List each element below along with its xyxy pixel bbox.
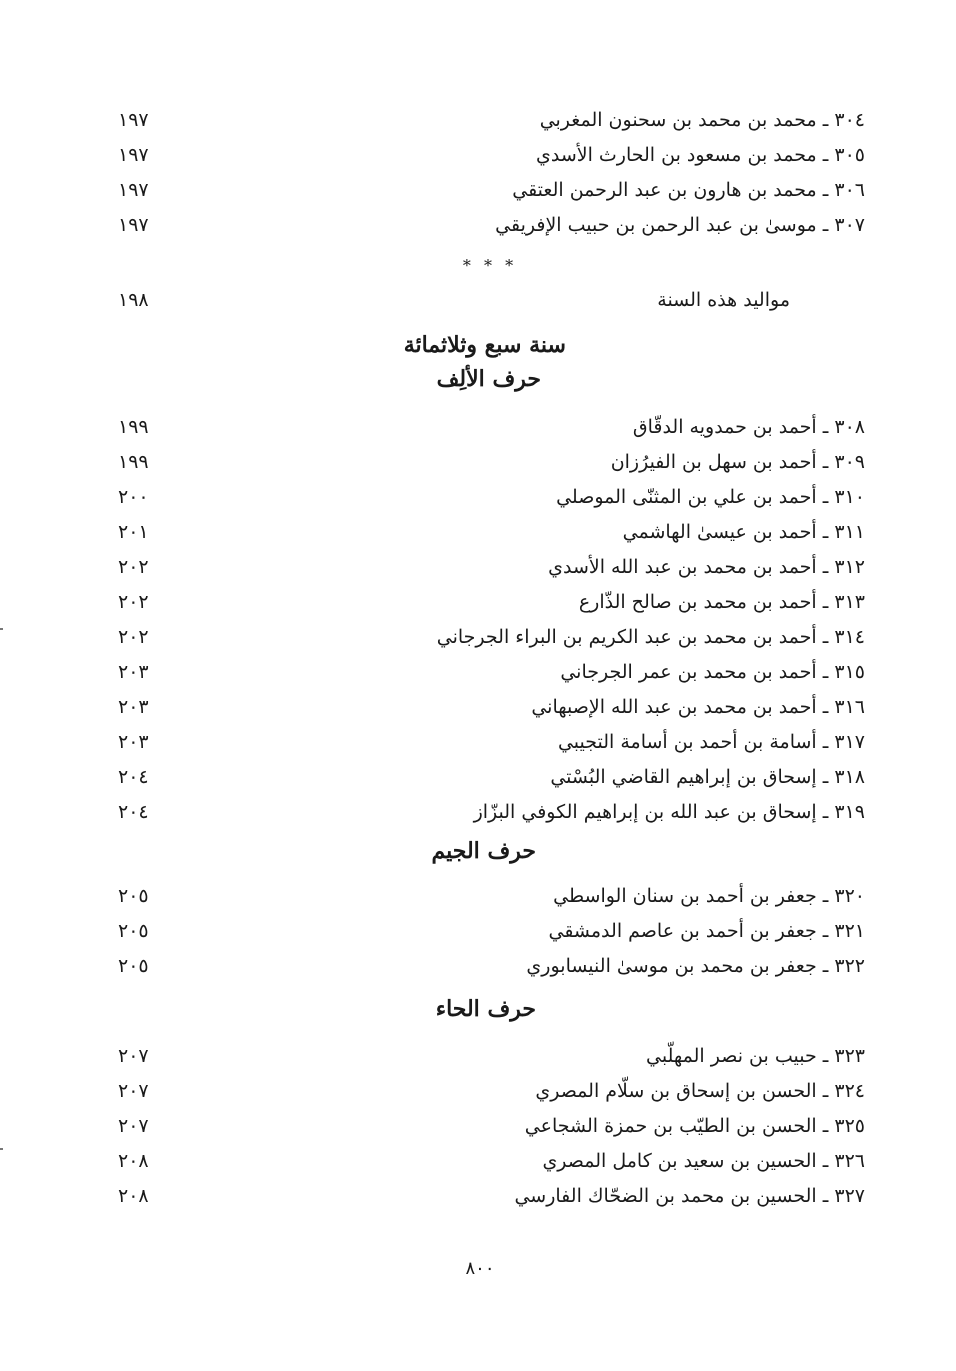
entries-jim	[110, 879, 865, 984]
entry-number: ٣١٤	[834, 626, 865, 648]
entry-dash: ـ	[822, 556, 829, 578]
ha-heading: حرف الحاء	[435, 996, 536, 1022]
entry-name: أحمد بن محمد بن عبد الكريم بن البراء الجرجاني	[436, 626, 817, 648]
entry-dash: ـ	[822, 801, 829, 823]
entry-number: ٣١١	[834, 521, 865, 543]
index-entry	[110, 445, 865, 480]
page-ref: ١٩٩	[118, 416, 149, 438]
page-ref: ٢٠٢	[118, 591, 149, 613]
entry-dash: ـ	[822, 1150, 829, 1172]
entry-name: محمد بن هارون بن عبد الرحمن العتقي	[512, 179, 817, 201]
entry-number: ٣٠٧	[834, 214, 865, 236]
entry-number: ٣١٦	[834, 696, 865, 718]
entry-text	[560, 655, 865, 690]
entry-text	[558, 725, 865, 760]
entry-dash: ـ	[822, 885, 829, 907]
index-entry	[110, 550, 865, 585]
page-ref: ٢٠٤	[118, 801, 149, 823]
entry-dash: ـ	[822, 214, 829, 236]
entry-name: محمد بن مسعود بن الحارث الأسدي	[535, 144, 817, 166]
entry-dash: ـ	[822, 1045, 829, 1067]
page-ref: ٢٠٧	[118, 1080, 149, 1102]
index-entry	[110, 173, 865, 208]
page-ref: ٢٠٨	[118, 1185, 149, 1207]
page-number: ٨٠٠	[465, 1258, 495, 1279]
index-entry	[110, 1039, 865, 1074]
page-ref: ١٩٧	[118, 144, 149, 166]
entry-dash: ـ	[822, 626, 829, 648]
entry-name: أحمد بن محمد بن عمر الجرجاني	[560, 661, 817, 683]
entry-dash: ـ	[822, 521, 829, 543]
entry-dash: ـ	[822, 920, 829, 942]
entry-number: ٣٠٨	[834, 416, 865, 438]
entry-text	[437, 620, 865, 655]
entry-name: موسىٰ بن عبد الرحمن بن حبيب الإفريقي	[495, 214, 817, 236]
index-entry	[110, 725, 865, 760]
entry-number: ٣١٨	[834, 766, 865, 788]
entry-text	[556, 480, 865, 515]
page-ref: ١٩٧	[118, 179, 149, 201]
entry-dash: ـ	[822, 731, 829, 753]
entry-number: ٣٢٢	[834, 955, 865, 977]
index-entry	[110, 914, 865, 949]
entry-text	[526, 949, 865, 984]
index-entry	[110, 795, 865, 830]
entry-text	[474, 795, 865, 830]
entry-text	[536, 138, 865, 173]
entry-number: ٣٢٧	[834, 1185, 865, 1207]
page-ref: ٢٠٥	[118, 920, 149, 942]
index-entry	[110, 480, 865, 515]
margin-mark	[0, 1148, 3, 1150]
entry-name: أحمد بن عيسىٰ الهاشمي	[622, 521, 817, 543]
index-entry	[110, 655, 865, 690]
entry-text	[542, 1144, 865, 1179]
entry-number: ٣١٩	[834, 801, 865, 823]
entry-number: ٣١٣	[834, 591, 865, 613]
section-separator: * * *	[462, 256, 518, 275]
entry-name: أسامة بن أحمد بن أسامة التجيبي	[557, 731, 817, 753]
entry-number: ٣٢١	[834, 920, 865, 942]
entry-name: أحمد بن محمد بن عبد الله الإصبهاني	[531, 696, 817, 718]
entry-name: جعفر بن أحمد بن عاصم الدمشقي	[548, 920, 817, 942]
entry-dash: ـ	[822, 1080, 829, 1102]
page-ref: ١٩٧	[118, 109, 149, 131]
entry-name: إسحاق بن عبد الله بن إبراهيم الكوفي البزّاز	[473, 801, 817, 823]
entry-dash: ـ	[822, 766, 829, 788]
index-entry	[110, 515, 865, 550]
entry-text	[514, 1179, 865, 1214]
entry-dash: ـ	[822, 486, 829, 508]
page-ref: ٢٠٧	[118, 1115, 149, 1137]
entry-dash: ـ	[822, 109, 829, 131]
entries-top	[110, 103, 865, 243]
index-entry	[110, 1074, 865, 1109]
entry-number: ٣١٢	[834, 556, 865, 578]
entry-text	[548, 550, 865, 585]
entry-number: ٣٠٥	[834, 144, 865, 166]
entry-text	[623, 515, 865, 550]
entry-text	[646, 1039, 865, 1074]
entry-text	[540, 103, 865, 138]
entry-text	[525, 1109, 865, 1144]
index-entry	[110, 585, 865, 620]
page-ref: ١٩٨	[118, 289, 149, 311]
entry-dash: ـ	[822, 416, 829, 438]
index-entry	[110, 138, 865, 173]
entry-name: الحسين بن سعيد بن كامل المصري	[542, 1150, 817, 1172]
entry-dash: ـ	[822, 1115, 829, 1137]
index-entry	[110, 1179, 865, 1214]
entry-text	[633, 410, 865, 445]
births-entry-list	[110, 283, 865, 318]
page-ref: ٢٠٧	[118, 1045, 149, 1067]
entry-name: أحمد بن علي بن المثنّى الموصلي	[556, 486, 817, 508]
entry-text	[579, 585, 865, 620]
entry-number: ٣٠٤	[834, 109, 865, 131]
index-entry	[110, 1144, 865, 1179]
entry-text	[512, 173, 865, 208]
entry-text	[611, 445, 865, 480]
page-ref: ٢٠٢	[118, 556, 149, 578]
entry-number: ٣٠٦	[834, 179, 865, 201]
entries-alif	[110, 410, 865, 830]
page-ref: ٢٠٢	[118, 626, 149, 648]
entry-number: ٣٠٩	[834, 451, 865, 473]
entry-dash: ـ	[822, 144, 829, 166]
entry-name: أحمد بن سهل بن الفيرُزان	[610, 451, 817, 473]
entry-text	[548, 914, 865, 949]
index-entry	[110, 410, 865, 445]
page-ref: ٢٠٣	[118, 661, 149, 683]
page-ref: ١٩٧	[118, 214, 149, 236]
entry-name: الحسن بن الطيّب بن حمزة الشجاعي	[524, 1115, 817, 1137]
entry-number: ٣١٧	[834, 731, 865, 753]
page-ref: ٢٠٥	[118, 885, 149, 907]
entries-ha	[110, 1039, 865, 1214]
entry-dash: ـ	[822, 661, 829, 683]
entry-number: ٣١٠	[834, 486, 865, 508]
entry-name: أحمد بن محمد بن عبد الله الأسدي	[548, 556, 817, 578]
entry-name: الحسن بن إسحاق بن سلّام المصري	[535, 1080, 817, 1102]
entry-text	[531, 690, 865, 725]
page-ref: ٢٠٣	[118, 696, 149, 718]
entry-dash: ـ	[822, 1185, 829, 1207]
entry-text	[553, 879, 865, 914]
births-entry	[110, 283, 865, 318]
index-entry	[110, 103, 865, 138]
entry-number: ٣٢٣	[834, 1045, 865, 1067]
index-entry	[110, 879, 865, 914]
page-ref: ١٩٩	[118, 451, 149, 473]
index-entry	[110, 208, 865, 243]
entry-dash: ـ	[822, 696, 829, 718]
page-ref: ٢٠٣	[118, 731, 149, 753]
births-label: مواليد هذه السنة	[657, 289, 790, 311]
entry-number: ٣١٥	[834, 661, 865, 683]
entry-dash: ـ	[822, 451, 829, 473]
entry-dash: ـ	[822, 179, 829, 201]
entry-name: الحسين بن محمد بن الضحّاك الفارسي	[514, 1185, 817, 1207]
entry-dash: ـ	[822, 591, 829, 613]
jim-heading: حرف الجيم	[431, 838, 536, 864]
entry-name: جعفر بن محمد بن موسىٰ النيسابوري	[526, 955, 817, 977]
entry-number: ٣٢٠	[834, 885, 865, 907]
entry-name: حبيب بن نصر المهلّبي	[646, 1045, 817, 1067]
entry-name: أحمد بن محمد بن صالح الذّارع	[578, 591, 817, 613]
entry-name: أحمد بن حمدويه الدقّاق	[632, 416, 817, 438]
index-entry	[110, 760, 865, 795]
entry-name: محمد بن محمد بن سحنون المغربي	[539, 109, 817, 131]
entry-text	[495, 208, 865, 243]
entry-name: جعفر بن أحمد بن سنان الواسطي	[553, 885, 817, 907]
entry-number: ٣٢٤	[834, 1080, 865, 1102]
entry-text	[550, 760, 865, 795]
margin-mark	[0, 628, 3, 630]
entry-number: ٣٢٥	[834, 1115, 865, 1137]
page-ref: ٢٠٤	[118, 766, 149, 788]
entry-dash: ـ	[822, 955, 829, 977]
page-ref: ٢٠٠	[118, 486, 149, 508]
page-ref: ٢٠١	[118, 521, 149, 543]
year-heading: سنة سبع وثلاثمائة	[403, 332, 566, 358]
entry-number: ٣٢٦	[834, 1150, 865, 1172]
entry-name: إسحاق بن إبراهيم القاضي البُسْتي	[550, 766, 817, 788]
page-ref: ٢٠٨	[118, 1150, 149, 1172]
page-ref: ٢٠٥	[118, 955, 149, 977]
alif-heading: حرف الألِف	[436, 366, 541, 392]
entry-text	[535, 1074, 865, 1109]
index-entry	[110, 949, 865, 984]
index-entry	[110, 690, 865, 725]
index-entry	[110, 620, 865, 655]
index-entry	[110, 1109, 865, 1144]
